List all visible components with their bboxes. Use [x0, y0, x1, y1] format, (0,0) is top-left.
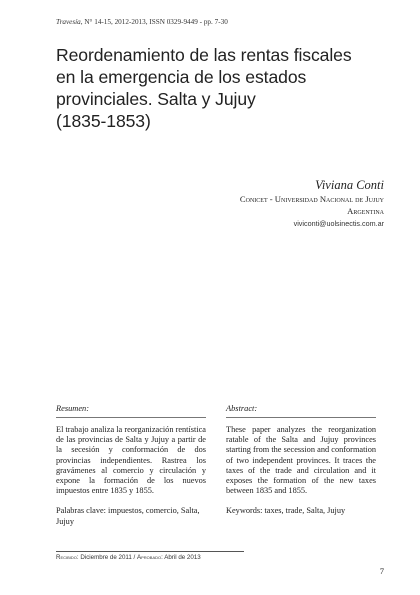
journal-name: Travesía: [56, 18, 81, 26]
author-name: Viviana Conti: [315, 178, 384, 192]
submission-dates: [56, 554, 201, 561]
abstract-spanish-heading: Resumen:: [56, 404, 206, 418]
approved-date: : Abril de 2013: [161, 554, 201, 561]
abstract-spanish-text: El trabajo analiza la reorganización rentística de las provincias de Salta y Jujuy a partir de la secesión y conformación de dos provincias independientes. Rastrea los gravámenes al comercio y circulación y expone la formación de los nuevos impuestos entre 1835 y 1855.: [56, 425, 206, 496]
abstract-spanish: [56, 404, 206, 527]
title-line: provinciales. Salta y Jujuy: [56, 89, 256, 109]
author-email[interactable]: viviconti@uolsinectis.com.ar: [293, 219, 384, 228]
journal-details: , N° 14-15, 2012-2013, ISSN 0329-9449 - pp. 7-30: [80, 18, 228, 26]
footnote-rule: [56, 551, 244, 552]
received-date: : Diciembre de 2011 /: [76, 554, 137, 561]
title-line: en la emergencia de los estados: [56, 67, 307, 87]
author-block: [124, 178, 384, 231]
author-country: Argentina: [347, 206, 384, 216]
running-header: [56, 18, 376, 26]
title-line: Reordenamiento de las rentas fiscales: [56, 45, 352, 65]
abstract-english-keywords: Keywords: taxes, trade, Salta, Jujuy: [226, 506, 346, 516]
article-title: [56, 44, 376, 132]
abstract-english-heading: Abstract:: [226, 404, 376, 418]
title-line: (1835-1853): [56, 111, 151, 131]
abstract-english: [226, 404, 376, 517]
author-affiliation: Conicet - Universidad Nacional de Jujuy: [239, 194, 384, 204]
page-number: 7: [379, 566, 384, 576]
received-label: Recibido: [56, 554, 77, 561]
abstract-spanish-keywords: Palabras clave: impuestos, comercio, Salta, Jujuy: [56, 506, 200, 526]
abstract-english-text: These paper analyzes the reorganization ratable of the Salta and Jujuy provinces starting from the secession and conformation of two independent provinces. It traces the taxes of the trade and circulation and it exposes the formation of the new taxes between 1835 and 1855.: [226, 425, 376, 496]
approved-label: Aprobado: [137, 554, 162, 561]
